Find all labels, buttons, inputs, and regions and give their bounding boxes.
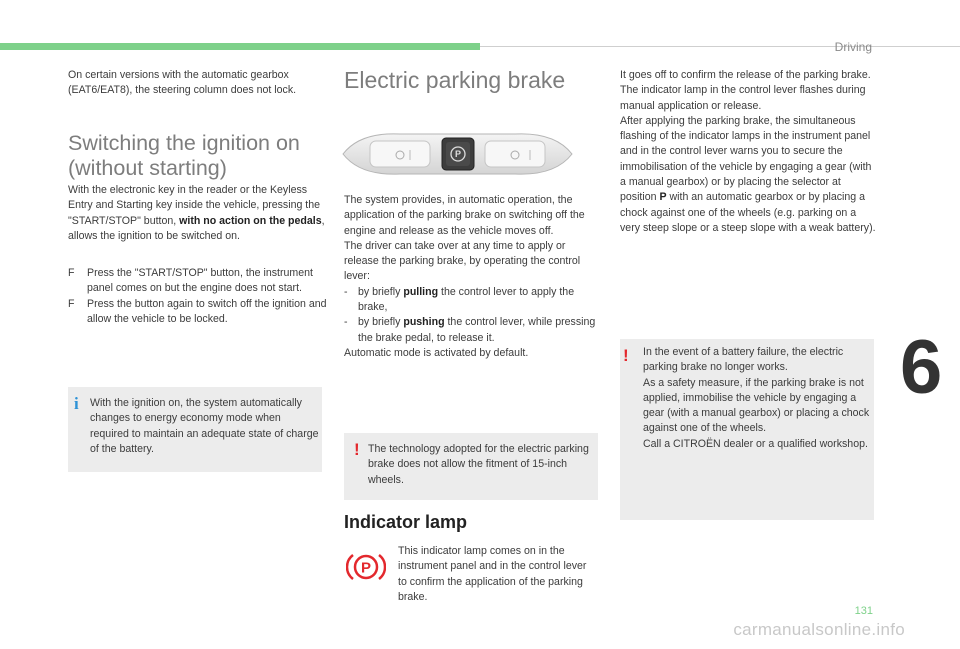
parking-brake-heading: Electric parking brake — [344, 67, 566, 93]
bullet-mark: F — [68, 297, 75, 310]
list-item-bold: pulling — [403, 285, 439, 298]
paragraph: The driver can take over at any time to apply or release the parking brake, by operating the control lever: — [344, 239, 581, 283]
list-item-text-end: the control lever, while pressing the brake pedal, to release it. — [358, 316, 596, 344]
section-title: Driving — [834, 40, 872, 54]
dash-mark: - — [344, 285, 348, 298]
paragraph: Call a CITROËN dealer or a qualified workshop. — [643, 437, 868, 450]
warning-box-battery — [620, 339, 874, 520]
indicator-lamp-text: This indicator lamp comes on in the instrument panel and in the control lever to confirm the application of the parking brake. — [398, 545, 587, 603]
paragraph: As a safety measure, if the parking brake is not applied, immobilise the vehicle by engaging a gear (with a manual gearbox) or placing a chock against one of the wheels. — [643, 376, 870, 435]
list-item — [344, 285, 599, 316]
list-item-text: by briefly — [358, 316, 404, 329]
paragraph: Automatic mode is activated by default. — [344, 346, 529, 359]
list-item-text-end: the control lever to apply the brake, — [358, 285, 575, 314]
info-icon: i — [74, 394, 79, 413]
list-item-bold: pushing — [403, 316, 445, 329]
ignition-text-end: , allows the ignition to be switched on. — [68, 214, 325, 242]
lever-actions — [344, 285, 599, 346]
header-accent-bar — [0, 43, 480, 50]
page-number: 131 — [854, 605, 873, 617]
list-item-text: Press the "START/STOP" button, the instrument panel comes on but the engine does not start. — [87, 267, 313, 295]
list-item — [68, 297, 330, 328]
exclamation-icon: ! — [354, 440, 360, 459]
paragraph: In the event of a battery failure, the electric parking brake no longer works. — [643, 346, 844, 374]
exclamation-icon: ! — [623, 346, 629, 365]
paragraph — [620, 114, 876, 236]
ignition-bold-text: with no action on the pedals — [179, 214, 322, 227]
release-description — [620, 68, 876, 236]
warning-text — [643, 345, 871, 452]
intro-paragraph: On certain versions with the automatic gearbox (EAT6/EAT8), the steering column does not lock. — [68, 69, 297, 97]
list-item-text: by briefly — [358, 285, 404, 298]
header-rule — [480, 46, 960, 47]
ignition-text: With the electronic key in the reader or the Keyless Entry and Starting key inside the vehicle, pressing the "START/STOP" button, — [68, 184, 321, 227]
paragraph: It goes off to confirm the release of the parking brake. — [620, 69, 871, 81]
ignition-paragraph — [68, 183, 328, 244]
indicator-lamp-heading: Indicator lamp — [344, 512, 468, 532]
parking-brake-icon — [346, 550, 386, 584]
paragraph: The indicator lamp in the control lever flashes during manual application or release. — [620, 84, 866, 112]
dash-mark: - — [344, 316, 348, 329]
ignition-steps — [68, 266, 330, 327]
list-item — [68, 266, 330, 297]
warning-text: The technology adopted for the electric parking brake does not allow the fitment of 15-inch wheels. — [368, 443, 589, 486]
lever-p-label: P — [454, 149, 462, 159]
ignition-heading-line2: (without starting) — [68, 156, 227, 180]
ignition-heading-line1: Switching the ignition on — [68, 131, 300, 155]
paragraph-text-end: with an automatic gearbox or by placing a chock against one of the wheels (e.g. parking on a very steep slope or a steep slope with a weak battery). — [620, 191, 876, 234]
position-p-bold: P — [659, 191, 667, 204]
paragraph: The system provides, in automatic operation, the application of the parking brake on switching off the engine and release as the vehicle moves off. — [344, 194, 585, 237]
warning-box-wheels — [344, 433, 598, 500]
parking-brake-lever-illustration — [340, 128, 575, 180]
paragraph-text: After applying the parking brake, the simultaneous flashing of the indicator lamps in the instrument panel and in the control lever warns you to secure the immobilisation of the vehicle by engaging a gear (with a manual gearbox) or by placing the selector at position — [620, 114, 872, 204]
bullet-mark: F — [68, 267, 75, 279]
chapter-number: 6 — [900, 325, 943, 410]
ignition-heading — [68, 131, 330, 181]
list-item — [344, 315, 599, 346]
watermark: carmanualsonline.info — [733, 620, 905, 639]
parking-brake-icon-letter: P — [360, 559, 372, 577]
list-item-text: Press the button again to switch off the ignition and allow the vehicle to be locked. — [87, 297, 327, 325]
parking-brake-description — [344, 193, 599, 361]
info-box — [68, 387, 322, 472]
info-box-text: With the ignition on, the system automatically changes to energy economy mode when required to maintain an adequate state of charge of the battery. — [90, 397, 319, 455]
